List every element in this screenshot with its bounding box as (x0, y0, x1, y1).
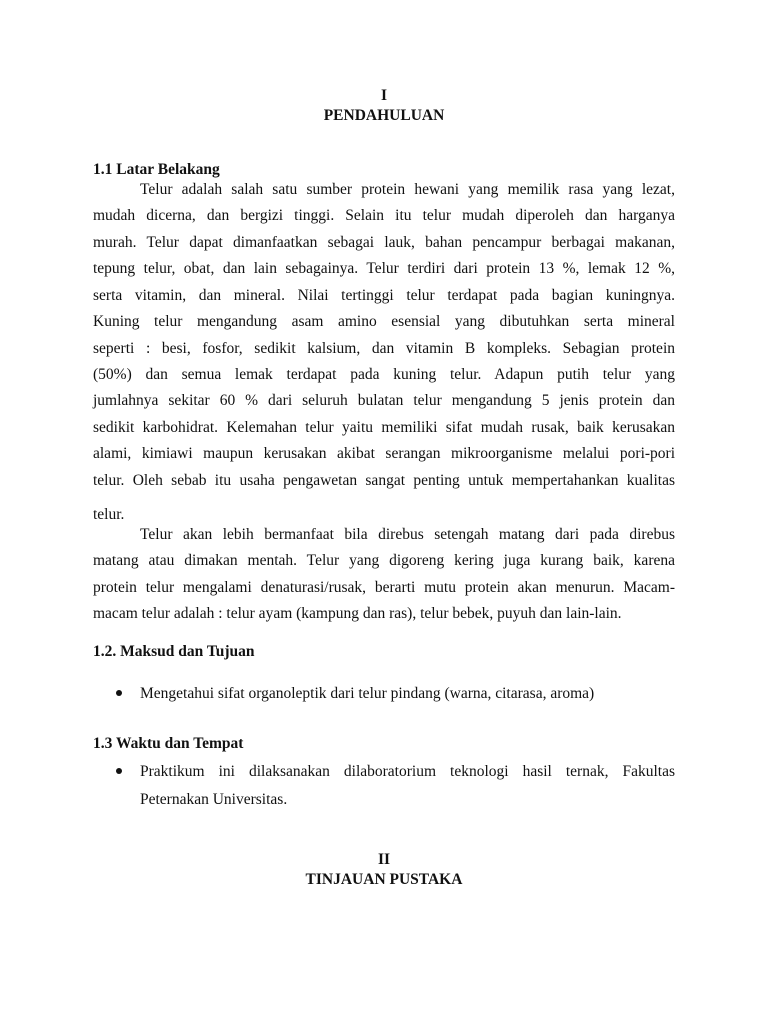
text-line: Kuning telur mengandung asam amino esensial yang dibutuhkan serta mineral (93, 313, 675, 330)
text-line: matang atau dimakan mentah. Telur yang digoreng kering juga kurang baik, karena (93, 552, 675, 569)
chapter-2-title: TINJAUAN PUSTAKA (305, 871, 463, 888)
bullet-item: Mengetahui sifat organoleptik dari telur pindang (warna, citarasa, aroma) (140, 685, 595, 702)
text-line: Telur akan lebih bermanfaat bila direbus setengah matang dari pada direbus (140, 526, 675, 543)
text-line: seperti : besi, fosfor, sedikit kalsium, dan vitamin B kompleks. Sebagian protein (93, 340, 675, 357)
text-line: jumlahnya sekitar 60 % dari seluruh bulatan telur mengandung 5 jenis protein dan (93, 392, 675, 409)
text-line: sedikit karbohidrat. Kelemahan telur yaitu memiliki sifat mudah rusak, baik kerusakan (93, 419, 675, 436)
bullet-item-line: Peternakan Universitas. (140, 791, 288, 808)
text-line: (50%) dan semua lemak terdapat pada kuning telur. Adapun putih telur yang (93, 366, 675, 383)
text-line: mudah dicerna, dan bergizi tinggi. Selain itu telur mudah diperoleh dan harganya (93, 207, 675, 224)
text-line: murah. Telur dapat dimanfaatkan sebagai lauk, bahan pencampur berbagai makanan, (93, 234, 675, 251)
text-line: protein telur mengalami denaturasi/rusak, berarti mutu protein akan menurun. Macam- (93, 579, 675, 596)
text-line: telur. Oleh sebab itu usaha pengawetan sangat penting untuk mempertahankan kualitas (93, 472, 675, 489)
section-1-1-heading: 1.1 Latar Belakang (93, 161, 220, 178)
text-line: serta vitamin, dan mineral. Nilai tertinggi telur terdapat pada bagian kuningnya. (93, 287, 675, 304)
text-line: telur. (93, 506, 125, 523)
section-1-3-heading: 1.3 Waktu dan Tempat (93, 735, 244, 752)
text-line: macam telur adalah : telur ayam (kampung dan ras), telur bebek, puyuh dan lain-lain. (93, 605, 622, 622)
chapter-1-title: PENDAHULUAN (323, 107, 445, 124)
text-line: alami, kimiawi maupun kerusakan akibat serangan mikroorganisme melalui pori-pori (93, 445, 675, 462)
section-1-2-heading: 1.2. Maksud dan Tujuan (93, 643, 255, 660)
text-line: Telur adalah salah satu sumber protein hewani yang memilik rasa yang lezat, (140, 181, 675, 198)
chapter-2-number: II (377, 851, 391, 868)
bullet-icon (116, 690, 122, 696)
text-line: tepung telur, obat, dan lain sebagainya. Telur terdiri dari protein 13 %, lemak 12 %, (93, 260, 675, 277)
bullet-icon (116, 768, 122, 774)
bullet-item-line: Praktikum ini dilaksanakan dilaboratorium teknologi hasil ternak, Fakultas (140, 763, 675, 780)
chapter-1-number: I (380, 87, 388, 104)
